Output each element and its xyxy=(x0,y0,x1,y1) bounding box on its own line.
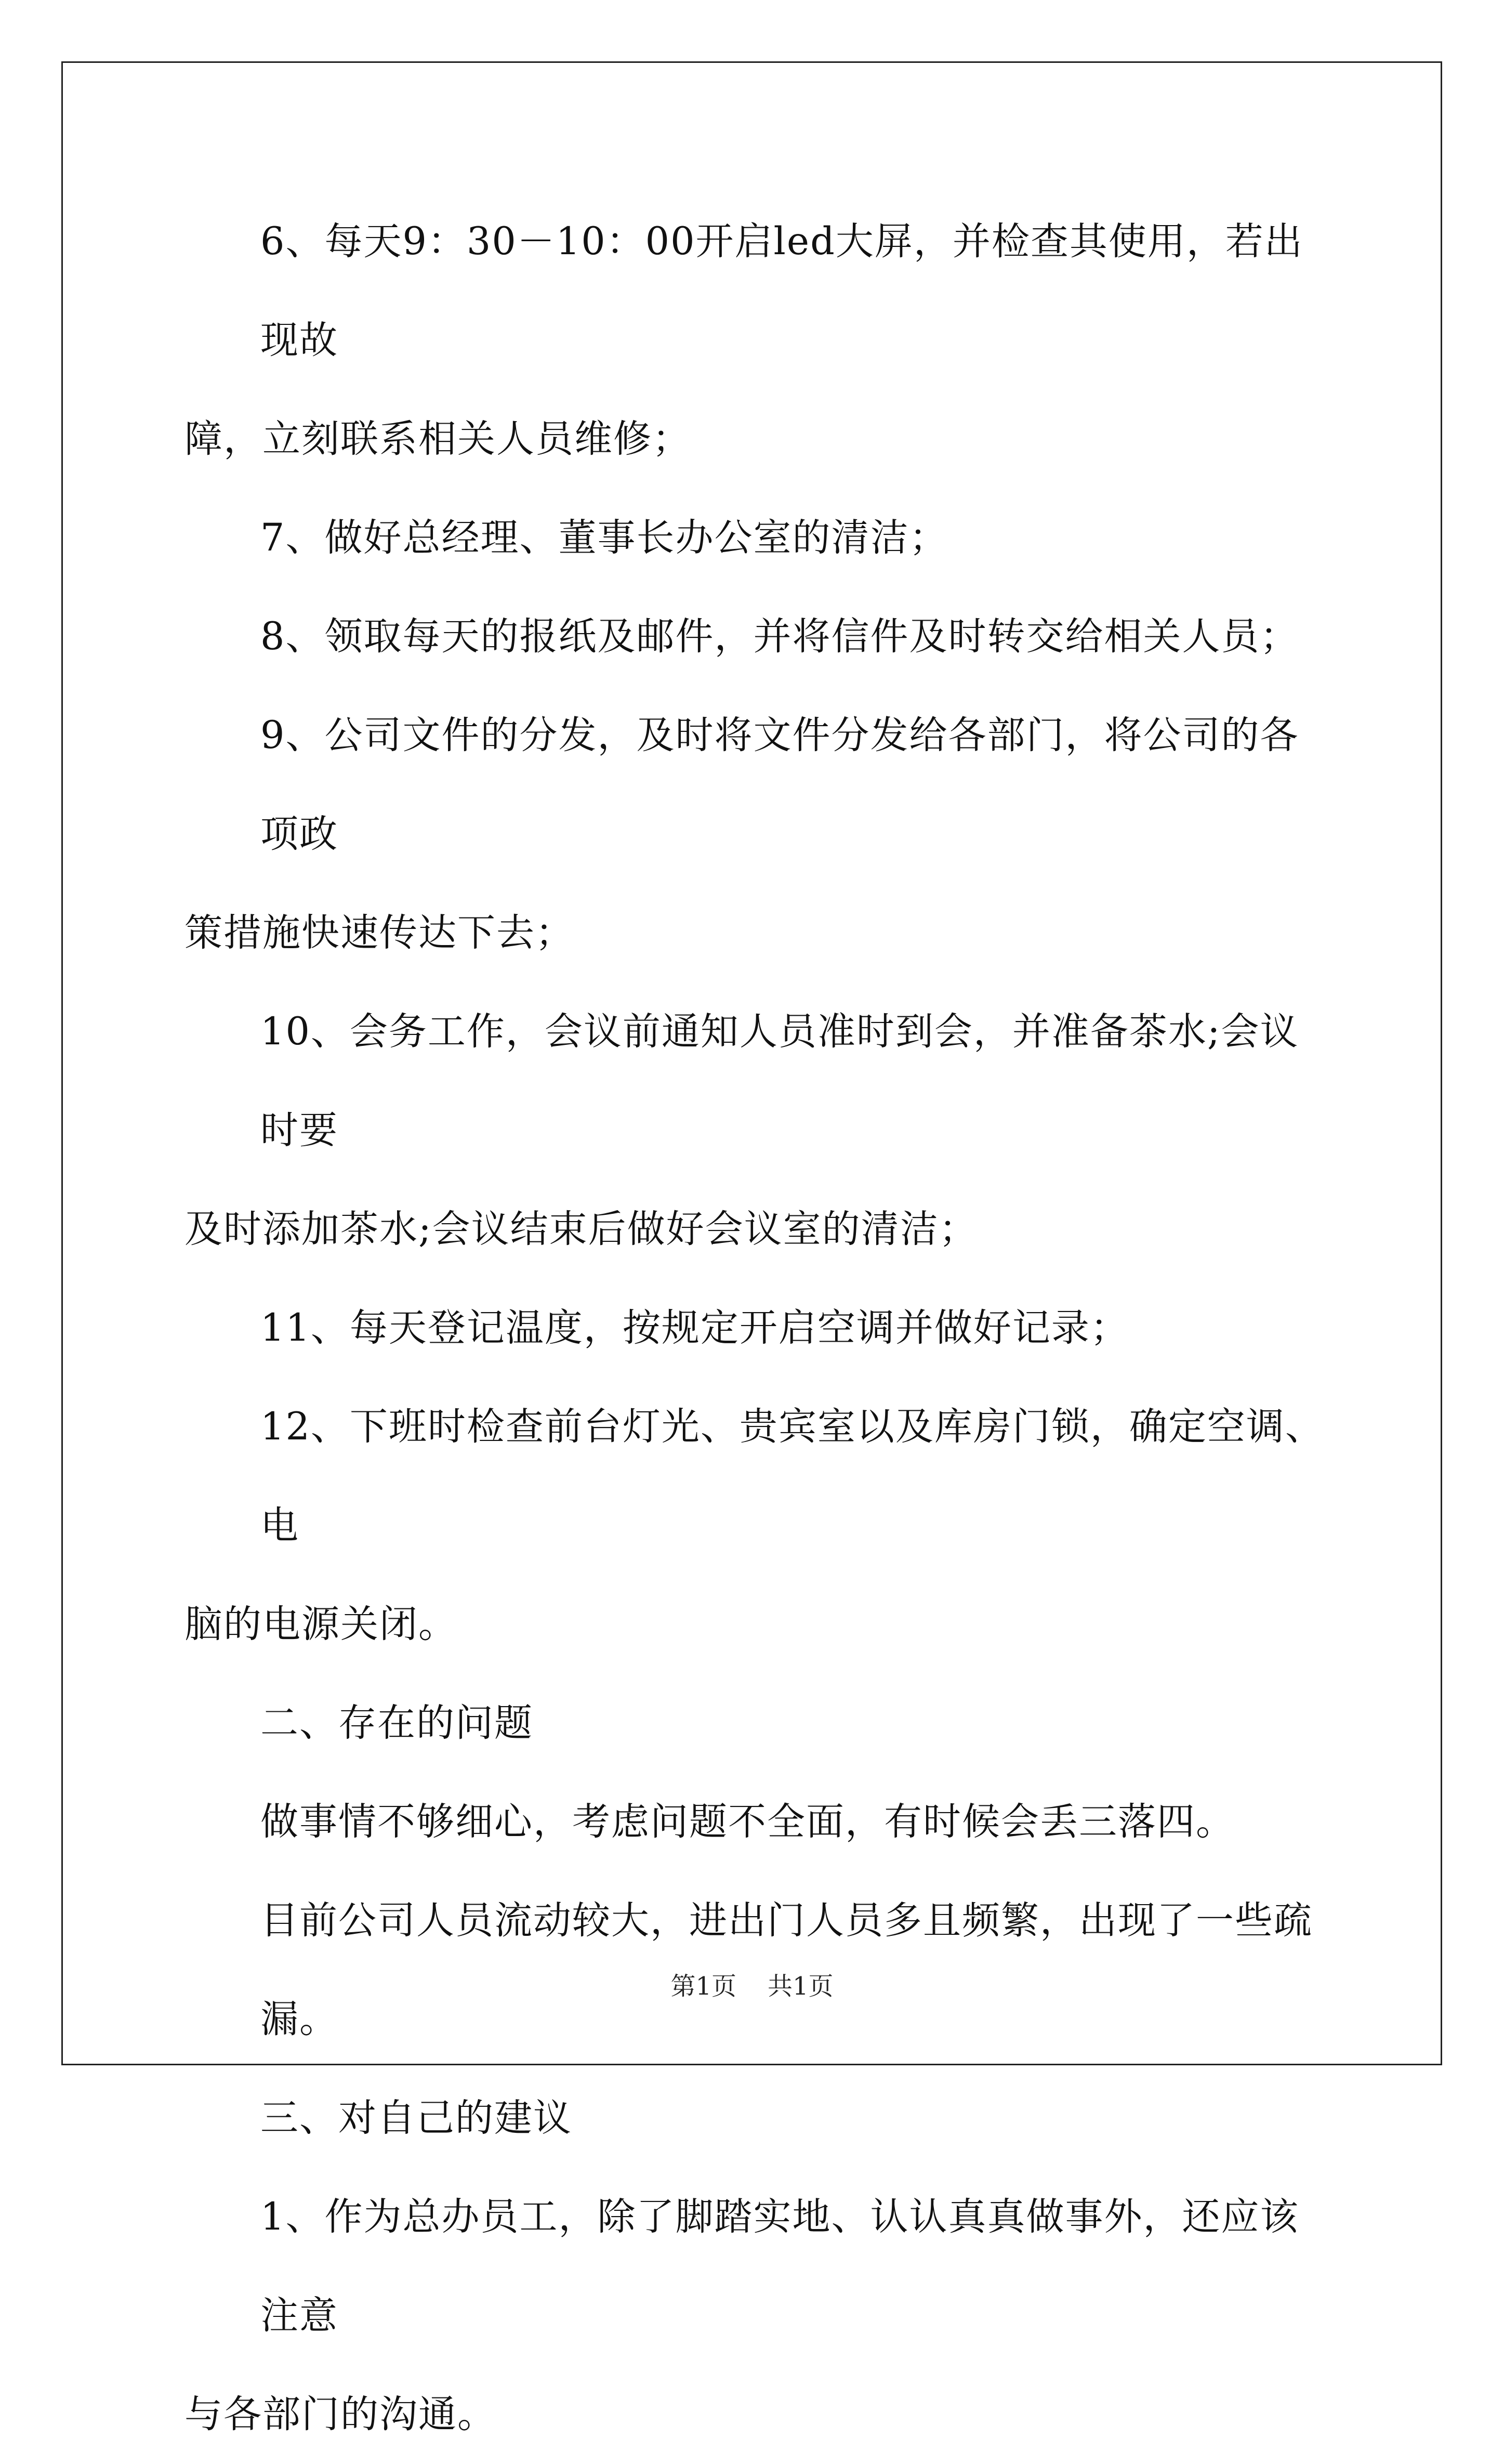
paragraph-line: 三、对自己的建议 xyxy=(260,2096,572,2140)
paragraph-problem-1 xyxy=(184,1773,1328,1871)
paragraph-line: 及时添加茶水;会议结束后做好会议室的清洁； xyxy=(184,1207,978,1251)
paragraph-line: 1、作为总办员工，除了脚踏实地、认认真真做事外，还应该注意 xyxy=(260,2195,1299,2338)
section-heading-suggestions xyxy=(184,2069,1328,2168)
paragraph-line: 9、公司文件的分发，及时将文件分发给各部门，将公司的各项政 xyxy=(260,713,1299,856)
paragraph-line: 策措施快速传达下去； xyxy=(184,911,574,955)
paragraph-line: 12、下班时检查前台灯光、贵宾室以及库房门锁，确定空调、电 xyxy=(260,1405,1324,1548)
paragraph-line: 11、每天登记温度，按规定开启空调并做好记录； xyxy=(260,1306,1129,1350)
page-number: 第1页 xyxy=(670,1972,736,2001)
paragraph-6 xyxy=(184,192,1328,489)
paragraph-line: 障，立刻联系相关人员维修； xyxy=(184,417,691,461)
paragraph-line: 6、每天9：30－10：00开启led大屏，并检查其使用，若出现故 xyxy=(260,219,1303,362)
page-total: 共1页 xyxy=(768,1972,834,2001)
paragraph-line: 8、领取每天的报纸及邮件，并将信件及时转交给相关人员； xyxy=(260,614,1299,659)
paragraph-9 xyxy=(184,686,1328,982)
paragraph-line: 目前公司人员流动较大，进出门人员多且频繁，出现了一些疏漏。 xyxy=(260,1898,1313,2041)
paragraph-8 xyxy=(184,587,1328,686)
paragraph-10 xyxy=(184,982,1328,1279)
document-body xyxy=(184,192,1328,2464)
paragraph-11 xyxy=(184,1279,1328,1378)
paragraph-suggestion-1 xyxy=(184,2168,1328,2464)
paragraph-line: 做事情不够细心，考虑问题不全面，有时候会丢三落四。 xyxy=(260,1800,1235,1844)
paragraph-line: 7、做好总经理、董事长办公室的清洁； xyxy=(260,516,948,560)
paragraph-7 xyxy=(184,489,1328,587)
paragraph-line: 10、会务工作，会议前通知人员准时到会，并准备茶水;会议时要 xyxy=(260,1010,1299,1152)
paragraph-line: 二、存在的问题 xyxy=(260,1701,533,1745)
section-heading-problems xyxy=(184,1674,1328,1773)
paragraph-12 xyxy=(184,1378,1328,1674)
page-footer xyxy=(0,1966,1504,2002)
paragraph-line: 与各部门的沟通。 xyxy=(184,2392,496,2436)
paragraph-line: 脑的电源关闭。 xyxy=(184,1602,457,1646)
